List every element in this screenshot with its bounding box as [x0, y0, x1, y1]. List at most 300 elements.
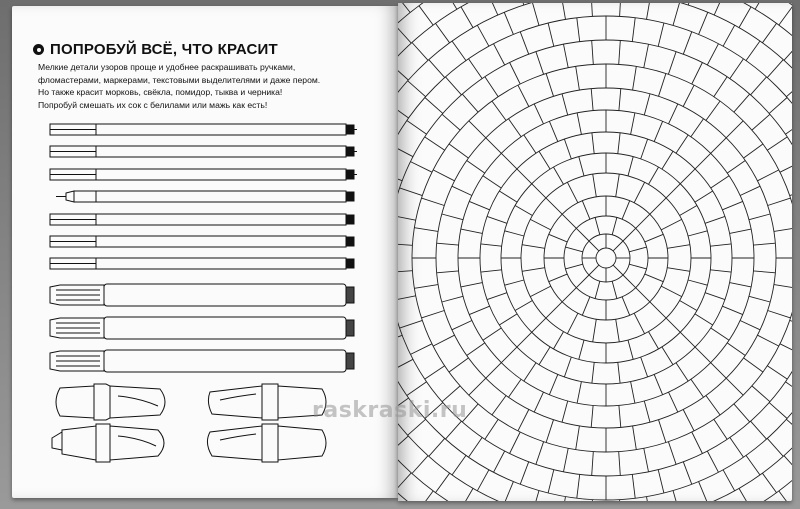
mandala-segment	[510, 63, 521, 85]
mandala-segment	[629, 264, 646, 269]
mandala-segment	[534, 392, 543, 412]
mandala-segment	[546, 420, 553, 443]
mandala-segment	[628, 157, 633, 176]
mandala-segment	[518, 85, 529, 106]
mandala-segment	[667, 245, 690, 249]
mandala-segment	[634, 182, 645, 203]
mandala-segment	[411, 344, 433, 355]
mandala-segment	[739, 488, 751, 501]
mandala-segment	[422, 311, 445, 318]
mandala-segment	[710, 270, 731, 272]
mandala-segment	[723, 25, 735, 46]
mandala-segment	[554, 332, 564, 349]
mandala-segment	[562, 214, 576, 228]
mandala-segment	[666, 184, 680, 198]
instruction-paragraph	[38, 61, 368, 111]
mandala-segment	[680, 206, 697, 216]
mandala-rings	[398, 3, 792, 501]
mandala-segment	[469, 201, 489, 209]
mandala-segment	[504, 12, 513, 34]
mandala-segment	[734, 404, 750, 422]
mandala-segment	[549, 121, 557, 141]
mandala-segment	[564, 357, 571, 377]
mandala-segment	[452, 321, 472, 330]
mandala-segment	[644, 401, 650, 422]
mandala-segment	[730, 59, 744, 79]
mandala-segment	[726, 121, 743, 138]
mandala-segment	[768, 198, 791, 205]
mandala-segment	[644, 44, 649, 67]
mandala-segment	[398, 244, 412, 246]
mandala-segment	[661, 286, 682, 297]
mandala-segment	[425, 366, 445, 379]
mandala-segment	[623, 275, 636, 288]
mandala-segment	[683, 462, 692, 485]
mandala-segment	[433, 335, 454, 346]
mandala-segment	[561, 3, 565, 19]
mandala-segment	[691, 379, 704, 397]
mandala-segment	[753, 271, 775, 273]
mandala-segment	[616, 319, 620, 342]
mandala-segment	[658, 23, 664, 46]
mandala-segment	[767, 438, 783, 456]
mandala-segment	[577, 113, 581, 135]
mandala-segment	[592, 362, 594, 383]
mandala-segment	[577, 474, 580, 498]
mandala-segment	[785, 382, 792, 396]
mandala-segment	[711, 363, 727, 379]
mandala-segment	[485, 419, 498, 439]
mandala-segment	[408, 81, 426, 97]
mandala-segment	[722, 201, 742, 209]
mandala-segment	[683, 410, 694, 431]
mandala-segment	[595, 281, 600, 298]
mandala-segment	[695, 347, 711, 363]
mandala-segment	[469, 306, 489, 314]
mandala-segment	[546, 198, 562, 214]
mandala-segment	[425, 98, 443, 114]
heading-text: ПОПРОБУЙ ВСЁ, ЧТО КРАСИТ	[50, 41, 278, 58]
mandala-segment	[501, 153, 517, 169]
mandala-segment	[688, 231, 707, 236]
mandala-segment	[613, 241, 623, 251]
mandala-segment	[730, 437, 744, 457]
mandala-segment	[707, 451, 718, 472]
mandala-segment	[483, 328, 501, 340]
mandala-segment	[549, 374, 557, 394]
mandala-segment	[554, 167, 564, 184]
mandala-segment	[437, 243, 459, 245]
mandala-segment	[576, 228, 589, 241]
mandala-segment	[688, 3, 695, 5]
mandala-segment	[755, 3, 767, 9]
mandala-segment	[579, 340, 584, 359]
mandala-segment	[564, 139, 571, 159]
mandala-segment	[774, 228, 792, 232]
mandala-segment	[661, 219, 682, 230]
mandala-segment	[461, 7, 473, 28]
mandala-segment	[515, 206, 532, 216]
mandala-segment	[705, 293, 725, 300]
paragraph-line: фломастерами, маркерами, текстовыми выделителями и даже пером.	[38, 74, 321, 85]
mandala-segment	[461, 283, 483, 287]
mandala-segment	[714, 77, 727, 97]
mandala-segment	[644, 448, 649, 472]
mandala-segment	[619, 452, 621, 476]
mandala-segment	[492, 101, 506, 120]
mandala-segment	[662, 151, 673, 169]
mandala-segment	[407, 121, 427, 135]
mandala-segment	[634, 313, 645, 334]
mandala-segment	[618, 362, 620, 383]
mandala-segment	[762, 473, 776, 492]
mandala-segment	[562, 401, 568, 422]
mandala-segment	[767, 137, 787, 150]
mandala-segment	[784, 43, 792, 61]
mandala-segment	[622, 201, 630, 220]
mandala-segment	[532, 184, 546, 198]
mandala-segment	[461, 229, 483, 233]
mandala-segment	[644, 94, 650, 115]
mandala-segment	[780, 344, 792, 355]
mandala-segment	[669, 392, 678, 412]
mandala-segment	[414, 228, 438, 232]
mandala-segment	[673, 3, 680, 26]
mandala-segment	[711, 176, 729, 188]
mandala-segment	[446, 421, 462, 439]
mandala-segment	[633, 66, 637, 90]
mandala-segment	[647, 497, 651, 501]
mandala-segment	[407, 382, 427, 396]
mandala-segment	[730, 229, 752, 233]
mandala-segment	[673, 491, 680, 502]
mandala-segment	[649, 332, 659, 349]
mandala-segment	[530, 219, 551, 230]
mandala-segment	[582, 297, 590, 316]
mandala-segment	[577, 18, 580, 42]
mandala-segment	[695, 153, 711, 169]
mandala-segment	[786, 419, 792, 435]
mandala-segment	[549, 274, 568, 282]
mandala-segment	[691, 119, 704, 137]
mandala-segment	[429, 60, 445, 78]
mandala-ring	[596, 248, 616, 268]
mandala-segment	[645, 234, 664, 242]
mandala-coloring	[398, 3, 792, 501]
mandala-segment	[762, 23, 776, 42]
mandala-segment	[510, 432, 521, 454]
mandala-segment	[534, 104, 543, 124]
mandala-segment	[481, 270, 502, 272]
mandala-segment	[442, 296, 463, 302]
mandala-segment	[442, 214, 463, 220]
mandala-segment	[505, 231, 524, 236]
mandala-segment	[629, 247, 646, 252]
mandala-segment	[730, 283, 752, 287]
mandala-segment	[680, 301, 697, 311]
mandala-segment	[546, 74, 553, 97]
mandala-segment	[422, 198, 445, 205]
mandala-segment	[746, 41, 760, 61]
paragraph-line: Попробуй смешать их сок с белилами или мажь как есть!	[38, 99, 268, 110]
mandala-segment	[398, 172, 402, 181]
mandala-segment	[641, 139, 648, 159]
mandala-segment	[532, 318, 546, 332]
mandala-segment	[722, 306, 742, 314]
mandala-segment	[505, 280, 524, 285]
watermark: raskraski.ru	[312, 398, 468, 423]
mandala-segment	[536, 52, 544, 75]
mandala-segment	[469, 59, 483, 79]
mandala-segment	[751, 77, 767, 95]
mandala-segment	[695, 191, 713, 202]
mandala-segment	[633, 426, 637, 450]
mandala-segment	[727, 161, 745, 174]
mandala-segment	[522, 268, 545, 272]
mandala-segment	[618, 133, 620, 154]
mandala-segment	[647, 3, 651, 19]
mandala-segment	[492, 396, 506, 415]
mandala-segment	[612, 217, 617, 234]
mandala-segment	[659, 420, 666, 443]
mandala-segment	[631, 113, 635, 135]
mandala-segment	[707, 44, 718, 65]
mandala-segment	[591, 405, 593, 427]
mandala-segment	[398, 104, 409, 118]
mandala-segment	[565, 264, 582, 269]
mandala-segment	[509, 119, 522, 137]
mandala-segment	[398, 146, 413, 157]
mandala-segment	[680, 332, 695, 347]
mandala-segment	[593, 319, 597, 342]
mandala-segment	[613, 265, 623, 275]
page-heading	[33, 41, 278, 58]
mandala-segment	[579, 157, 584, 176]
mandala-segment	[632, 474, 635, 498]
mandala-segment	[436, 473, 450, 492]
mandala-segment	[452, 41, 466, 61]
mandala-segment	[632, 18, 635, 42]
mandala-segment	[530, 286, 551, 297]
mandala-segment	[650, 198, 666, 214]
mandala-segment	[481, 244, 502, 246]
mandala-segment	[398, 436, 408, 452]
mandala-segment	[727, 343, 745, 356]
mandala-segment	[645, 274, 664, 282]
mandala-segment	[499, 314, 517, 325]
mandala-segment	[692, 432, 703, 454]
paragraph-line: Но также красит морковь, свёкла, помидор, тыква и черника!	[38, 87, 283, 98]
mandala-segment	[477, 470, 489, 491]
mandala-segment	[779, 6, 792, 25]
mandala-segment	[467, 161, 485, 174]
mandala-segment	[429, 438, 445, 456]
mandala-segment	[619, 405, 621, 427]
mandala-segment	[524, 363, 536, 381]
mandala-segment	[744, 144, 763, 158]
mandala-segment	[769, 98, 787, 114]
mandala-segment	[641, 357, 648, 377]
mandala-segment	[683, 85, 694, 106]
mandala-segment	[449, 144, 468, 158]
mandala-segment	[469, 121, 486, 138]
mandala-segment	[522, 245, 545, 249]
mandala-segment	[714, 419, 727, 439]
mandala-segment	[419, 6, 433, 25]
mandala-segment	[437, 271, 459, 273]
mandala-segment	[487, 216, 507, 223]
mandala-segment	[562, 94, 568, 115]
mandala-segment	[462, 94, 478, 112]
mandala-segment	[539, 347, 550, 365]
mandala-segment	[790, 320, 792, 328]
mandala-segment	[532, 3, 539, 26]
mandala-segment	[398, 296, 416, 301]
mandala-segment	[517, 169, 532, 184]
mandala-segment	[636, 288, 650, 302]
mandala-segment	[758, 335, 779, 346]
mandala-segment	[400, 320, 423, 328]
mandala-segment	[619, 41, 621, 65]
mandala-segment	[612, 281, 617, 298]
mandala-segment	[414, 285, 438, 289]
mandala-segment	[486, 138, 502, 154]
mandala-segment	[567, 182, 578, 203]
mandala-segment	[425, 137, 445, 150]
mandala-segment	[520, 32, 529, 55]
mandala-segment	[591, 3, 592, 16]
right-page	[398, 3, 792, 501]
mandala-segment	[576, 66, 580, 90]
mandala-segment	[739, 7, 751, 28]
mandala-segment	[412, 456, 428, 474]
mandala-segment	[676, 135, 688, 153]
mandala-segment	[504, 482, 513, 501]
mandala-segment	[398, 271, 412, 273]
mandala-segment	[398, 473, 411, 491]
mandala-segment	[449, 358, 468, 372]
mandala-segment	[749, 296, 770, 302]
mandala-segment	[398, 359, 413, 370]
mandala-segment	[398, 25, 411, 43]
mandala-segment	[723, 470, 735, 491]
mandala-segment	[631, 382, 635, 404]
mandala-segment	[515, 301, 532, 311]
mandala-segment	[564, 44, 569, 67]
mandala-segment	[654, 374, 662, 394]
mandala-segment	[400, 188, 423, 196]
mandala-segment	[654, 121, 662, 141]
mandala-segment	[620, 3, 621, 16]
mandala-segment	[636, 214, 650, 228]
mandala-segment	[398, 3, 410, 13]
mandala-segment	[753, 243, 775, 245]
mandala-segment	[667, 268, 690, 272]
mandala-segment	[740, 186, 760, 195]
mandala-segment	[592, 41, 594, 65]
mandala-segment	[628, 340, 633, 359]
mandala-segment	[485, 77, 498, 97]
mandala-segment	[562, 288, 576, 302]
mandala-segment	[398, 64, 408, 80]
mandala-segment	[751, 421, 767, 439]
mandala-segment	[767, 366, 787, 379]
mandala-segment	[659, 74, 666, 97]
mandala-segment	[726, 378, 743, 395]
mandala-segment	[446, 77, 462, 95]
mandala-segment	[714, 3, 724, 15]
mandala-segment	[749, 214, 770, 220]
mandala-segment	[768, 311, 791, 318]
mandala-segment	[411, 162, 433, 173]
circle-bullet-icon	[33, 44, 44, 55]
mandala-segment	[419, 491, 433, 501]
mandala-segment	[676, 363, 688, 381]
mandala-segment	[467, 343, 485, 356]
mandala-segment	[622, 297, 630, 316]
mandala-segment	[524, 135, 536, 153]
mandala-segment	[499, 191, 517, 202]
mandala-segment	[758, 170, 779, 181]
mandala-segment	[669, 104, 678, 124]
mandala-segment	[752, 386, 770, 402]
mandala-segment	[752, 114, 770, 130]
mandala-segment	[549, 234, 568, 242]
mandala-segment	[680, 169, 695, 184]
mandala-segment	[520, 462, 529, 485]
mandala-segment	[683, 32, 692, 55]
mandala-segment	[469, 378, 486, 395]
mandala-segment	[668, 442, 676, 465]
mandala-segment	[650, 302, 666, 318]
mandala-segment	[706, 396, 720, 415]
mandala-segment	[561, 497, 565, 501]
mandala-segment	[509, 379, 522, 397]
mandala-segment	[767, 60, 783, 78]
mandala-segment	[668, 52, 676, 75]
mandala-segment	[658, 470, 664, 493]
mandala-segment	[452, 186, 472, 195]
mandala-segment	[567, 313, 578, 334]
mandala-segment	[589, 241, 599, 251]
mandala-segment	[666, 318, 680, 332]
mandala-segment	[688, 280, 707, 285]
mandala-segment	[711, 328, 729, 340]
mandala-segment	[564, 448, 569, 472]
mandala-segment	[619, 89, 621, 111]
mandala-segment	[786, 81, 792, 97]
mandala-segment	[487, 293, 507, 300]
mandala-segment	[649, 167, 659, 184]
mandala-segment	[616, 174, 620, 197]
mandala-segment	[774, 285, 792, 289]
mandala-segment	[452, 455, 466, 475]
mandala-segment	[705, 216, 725, 223]
mandala-segment	[517, 332, 532, 347]
mandala-segment	[695, 314, 713, 325]
mandala-segment	[577, 382, 581, 404]
mandala-segment	[486, 363, 502, 379]
mandala-segment	[790, 188, 792, 196]
paragraph-line: Мелкие детали узоров проще и удобнее раскрашивать ручками,	[38, 62, 296, 72]
mandala-segment	[442, 114, 460, 130]
mandala-segment	[699, 482, 708, 501]
mandala-segment	[412, 43, 428, 61]
mandala-segment	[548, 23, 554, 46]
mandala-segment	[711, 138, 727, 154]
mandala-segment	[518, 410, 529, 431]
mandala-segment	[532, 491, 539, 502]
